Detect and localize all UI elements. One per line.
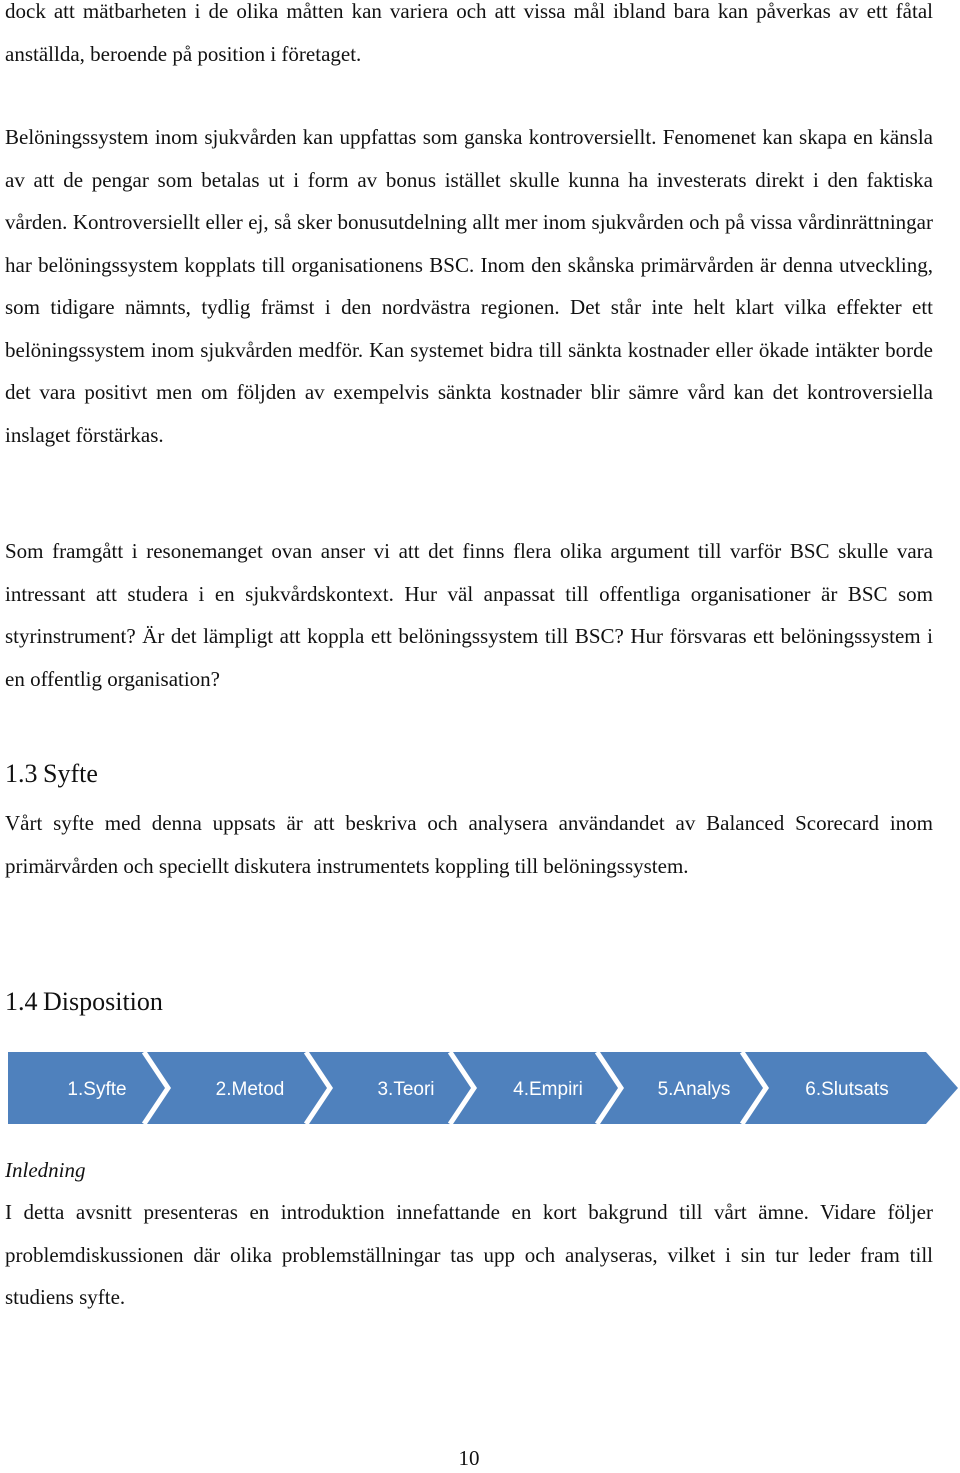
inledning-heading: Inledning	[5, 1158, 86, 1182]
heading-disposition	[5, 986, 163, 1018]
heading-disposition-title: Disposition	[43, 987, 163, 1016]
heading-disposition-number: 1.4	[5, 987, 38, 1016]
heading-syfte-title: Syfte	[43, 759, 98, 788]
heading-syfte	[5, 758, 98, 790]
flow-step-label: 6.Slutsats	[805, 1079, 889, 1100]
disposition-chevron-chart	[8, 1052, 958, 1124]
paragraph-syfte: Vårt syfte med denna uppsats är att beskriva och analysera användandet av Balanced Scorecard inom primärvården och speciellt diskutera instrumentets koppling till belöningssystem.	[5, 811, 933, 878]
disposition-flow-diagram	[8, 1052, 958, 1124]
page-number: 10	[458, 1446, 480, 1470]
flow-step-label: 1.Syfte	[67, 1079, 127, 1100]
paragraph-bsc-questions: Som framgått i resonemanget ovan anser vi att det finns flera olika argument till varför BSC skulle vara intressant att studera i en sjukvårdskontext. Hur väl anpassat till offentliga organisationer är BSC som styrinstrument? Är det lämpligt att koppla ett belöningssystem till BSC? Hur försvaras ett belöningssystem i en offentlig organisation?	[5, 539, 933, 691]
flow-step-label: 5.Analys	[657, 1079, 731, 1100]
flow-step-label: 4.Empiri	[513, 1079, 583, 1100]
flow-step-label: 2.Metod	[215, 1079, 285, 1100]
paragraph-inledning: I detta avsnitt presenteras en introduktion innefattande en kort bakgrund till vårt ämne. Vidare följer problemdiskussionen där olika problemställningar tas upp och analyseras, vilket i sin tur leder fram till studiens syfte.	[5, 1200, 933, 1309]
heading-syfte-number: 1.3	[5, 759, 38, 788]
flow-step-label: 3.Teori	[377, 1079, 435, 1100]
paragraph-intro-continuation: dock att mätbarheten i de olika måtten kan variera och att vissa mål ibland bara kan påverkas av ett fåtal anställda, beroende på position i företaget.	[5, 0, 933, 66]
paragraph-belöningssystem: Belöningssystem inom sjukvården kan uppfattas som ganska kontroversiellt. Fenomenet kan skapa en känsla av att de pengar som betalas ut i form av bonus istället skulle kunna ha investerats direkt i den faktiska vården. Kontroversiellt eller ej, så sker bonusutdelning allt mer inom sjukvården och på vissa vårdinrättningar har belöningssystem kopplats till organisationens BSC. Inom den skånska primärvården är denna utveckling, som tidigare nämnts, tydlig främst i den nordvästra regionen. Det står inte helt klart vilka effekter ett belöningssystem inom sjukvården medför. Kan systemet bidra till sänkta kostnader eller ökade intäkter borde det vara positivt men om följden av exempelvis sänkta kostnader blir sämre vård kan det kontroversiella inslaget förstärkas.	[5, 125, 933, 447]
